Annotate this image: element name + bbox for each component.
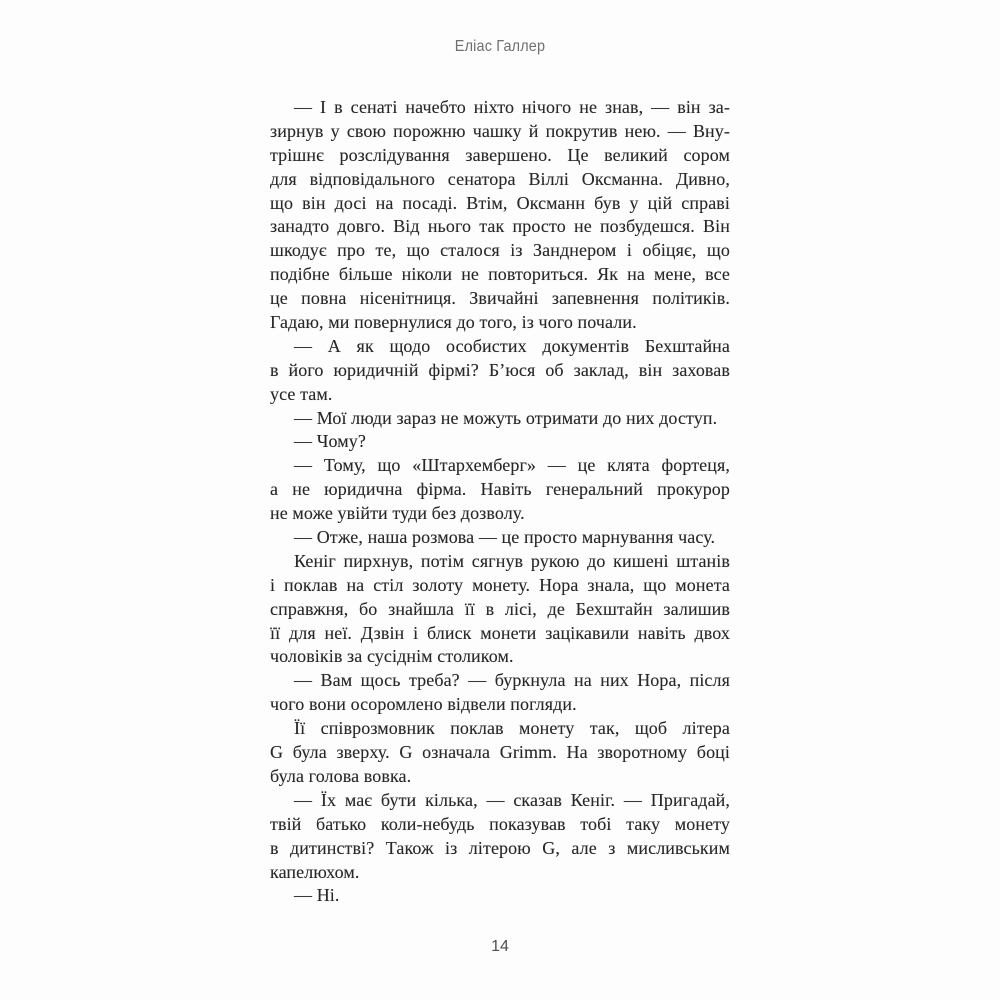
paragraph — [270, 96, 730, 335]
text-line: і поклав на стіл золоту монету. Нора знала, що монета — [270, 574, 730, 595]
text-line: — А як щодо особистих документів Бехштайна — [294, 335, 730, 356]
text-line: зирнув у свою порожню чашку й покрутив нею. — Вну- — [270, 120, 730, 141]
paragraph — [270, 669, 730, 717]
text-line: G була зверху. G означала Grimm. На зворотному боці — [270, 742, 730, 763]
text-line: в дитинстві? Також із літерою G, але з мисливським — [270, 837, 730, 858]
paragraph — [270, 550, 730, 669]
text-line: — І в сенаті начебто ніхто нічого не знав, — він за- — [294, 97, 730, 117]
paragraph — [270, 335, 730, 407]
paragraph — [270, 526, 730, 550]
text-line: справжня, бо знайшла її в лісі, де Бехштайн залишив — [270, 598, 730, 619]
text-line: усе там. — [270, 383, 333, 404]
text-line: для відповідального сенатора Віллі Оксманна. Дивно, — [270, 168, 730, 189]
text-line: Її співрозмовник поклав монету так, щоб літера — [294, 718, 730, 739]
text-line: шкодує про те, що сталося із Занднером і обіцяє, що — [270, 240, 730, 261]
paragraph — [270, 430, 730, 454]
text-line: — Ні. — [294, 885, 340, 906]
text-block — [270, 96, 730, 908]
paragraph — [270, 454, 730, 526]
text-line: Кеніг пирхнув, потім сягнув рукою до кишені штанів — [294, 550, 730, 571]
text-line: що він досі на посаді. Втім, Оксманн був у цій справі — [270, 192, 730, 213]
text-line: в його юридичній фірмі? Б’юся об заклад, він заховав — [270, 359, 730, 380]
running-header: Еліас Галлер — [454, 38, 546, 55]
text-line: чоловіків за сусіднім столиком. — [270, 646, 514, 667]
text-line: твій батько коли-небудь показував тобі таку монету — [270, 813, 730, 834]
text-line: не може увійти туди без дозволу. — [270, 503, 525, 524]
text-line: а не юридична фірма. Навіть генеральний прокурор — [270, 479, 730, 500]
text-line: чого вони осоромлено відвели погляди. — [270, 694, 577, 715]
text-line: трішнє розслідування завершено. Це великий сором — [270, 144, 730, 165]
text-line: — Чому? — [294, 431, 366, 452]
text-line: занадто довго. Від нього так просто не позбудешся. Він — [270, 216, 730, 237]
text-line: її для неї. Дзвін і блиск монети зацікавили навіть двох — [270, 622, 730, 643]
text-line: — Отже, наша розмова — це просто марнування часу. — [294, 527, 716, 548]
text-line: подібне більше ніколи не повториться. Як на мене, все — [270, 264, 730, 285]
text-line: — Мої люди зараз не можуть отримати до них доступ. — [294, 407, 718, 428]
text-line: капелюхом. — [270, 861, 360, 882]
text-line: Гадаю, ми повернулися до того, із чого почали. — [270, 312, 637, 333]
page-number: 14 — [491, 938, 509, 955]
text-line: — Вам щось треба? — буркнула на них Нора, після — [294, 670, 730, 691]
text-line: це повна нісенітниця. Звичайні запевнення політиків. — [270, 288, 730, 309]
paragraph — [270, 717, 730, 789]
paragraph — [270, 789, 730, 885]
text-line: — Їх має бути кілька, — сказав Кеніг. — Пригадай, — [294, 789, 730, 810]
text-line: була голова вовка. — [270, 765, 412, 786]
paragraph — [270, 407, 730, 431]
text-line: — Тому, що «Штархемберг» — це клята фортеця, — [294, 455, 730, 476]
paragraph — [270, 884, 730, 908]
